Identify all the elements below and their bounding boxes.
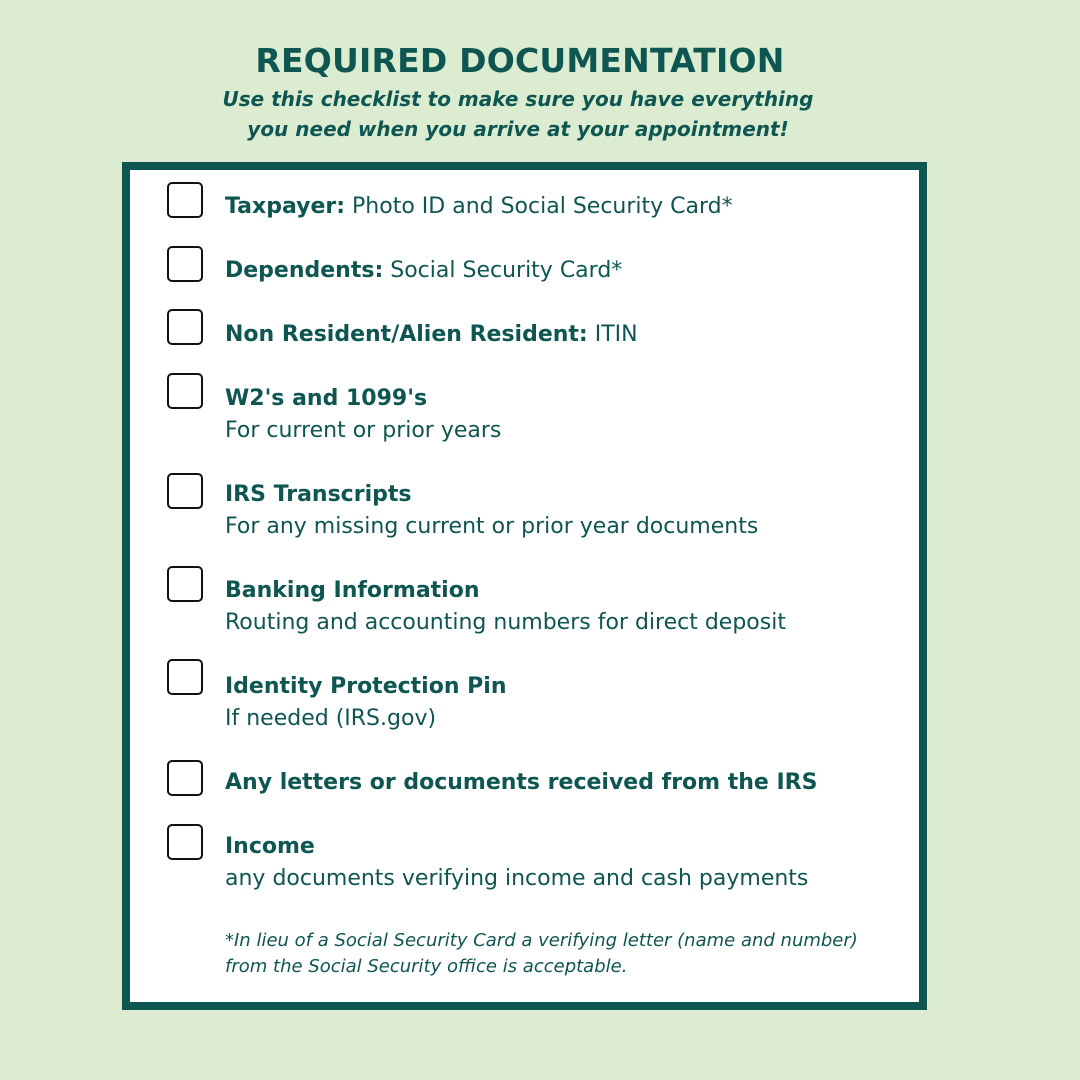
footnote-line-2: from the Social Security office is acceptable. [225, 956, 628, 977]
item-detail: ITIN [587, 322, 638, 347]
checkbox-identity-pin[interactable] [167, 659, 203, 695]
item-irs-transcripts [225, 482, 411, 507]
footnote-line-1: *In lieu of a Social Security Card a verifying letter (name and number) [225, 930, 858, 951]
item-label: Any letters or documents received from the IRS [225, 770, 818, 795]
subtitle-line-2: you need when you arrive at your appointment! [247, 117, 789, 141]
checkbox-income[interactable] [167, 824, 203, 860]
item-banking-detail: Routing and accounting numbers for direct deposit [225, 610, 786, 635]
item-identity-pin-detail: If needed (IRS.gov) [225, 706, 437, 731]
item-label: IRS Transcripts [225, 482, 412, 507]
checkbox-taxpayer[interactable] [167, 182, 203, 218]
item-detail: Social Security Card* [383, 258, 623, 283]
item-label: Banking Information [225, 578, 480, 603]
checklist-card [122, 162, 927, 1010]
item-banking [225, 578, 480, 603]
item-dependents [225, 258, 622, 283]
checkbox-banking[interactable] [167, 566, 203, 602]
item-taxpayer [225, 194, 733, 219]
checkbox-irs-transcripts[interactable] [167, 473, 203, 509]
item-label: Taxpayer: [225, 194, 346, 219]
item-income-detail: any documents verifying income and cash payments [225, 866, 809, 891]
item-income [225, 834, 315, 859]
item-irs-letters [225, 770, 817, 795]
item-label: Dependents: [225, 258, 384, 283]
item-label: Identity Protection Pin [225, 674, 507, 699]
item-w2-1099 [225, 386, 427, 411]
item-label: W2's and 1099's [225, 386, 428, 411]
item-irs-transcripts-detail: For any missing current or prior year documents [225, 514, 759, 539]
item-w2-1099-detail: For current or prior years [225, 418, 502, 443]
item-detail: Photo ID and Social Security Card* [345, 194, 733, 219]
item-non-resident [225, 322, 638, 347]
item-label: Income [225, 834, 315, 859]
checkbox-non-resident[interactable] [167, 309, 203, 345]
item-label: Non Resident/Alien Resident: [225, 322, 588, 347]
item-identity-pin [225, 674, 506, 699]
checkbox-irs-letters[interactable] [167, 760, 203, 796]
checkbox-w2-1099[interactable] [167, 373, 203, 409]
subtitle-line-1: Use this checklist to make sure you have everything [222, 87, 814, 111]
page-title: REQUIRED DOCUMENTATION [255, 41, 785, 80]
checkbox-dependents[interactable] [167, 246, 203, 282]
